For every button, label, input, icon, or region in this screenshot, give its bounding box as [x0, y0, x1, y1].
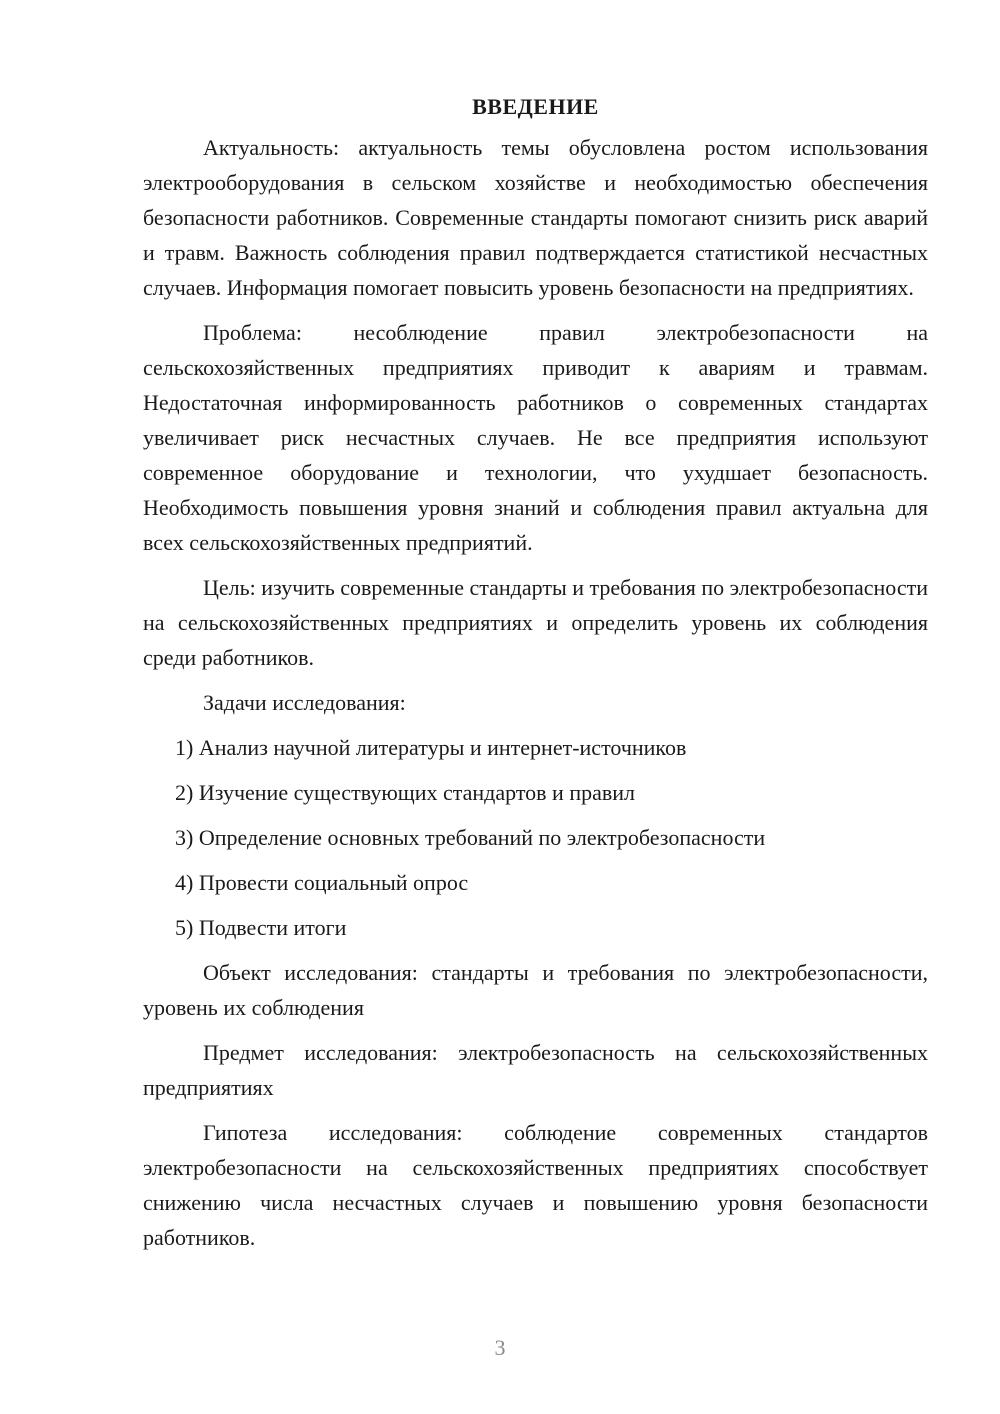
list-item: 3) Определение основных требований по электробезопасности — [175, 825, 766, 850]
list-item: 2) Изучение существующих стандартов и правил — [175, 780, 635, 805]
hypothesis-paragraph: Гипотеза исследования: соблюдение современных стандартов электробезопасности на сельскохозяйственных предприятиях способствует снижению числа несчастных случаев и повышению уровня безопасности работников. — [143, 1120, 928, 1250]
list-item: 5) Подвести итоги — [175, 915, 347, 940]
list-item: 1) Анализ научной литературы и интернет-источников — [175, 735, 687, 760]
list-item: 4) Провести социальный опрос — [175, 870, 469, 895]
object-paragraph: Объект исследования: стандарты и требования по электробезопасности, уровень их соблюдения — [143, 960, 928, 1020]
tasks-heading: Задачи исследования: — [203, 690, 406, 715]
problem-paragraph: Проблема: несоблюдение правил электробезопасности на сельскохозяйственных предприятиях приводит к авариям и травмам. Недостаточная информированность работников о современных стандартах увеличивает риск несчастных случаев. Не все предприятия используют современное оборудование и технологии, что ухудшает безопасность. Необходимость повышения уровня знаний и соблюдения правил актуальна для всех сельскохозяйственных предприятий. — [143, 320, 928, 555]
relevance-paragraph: Актуальность: актуальность темы обусловлена ростом использования электрооборудования в сельском хозяйстве и необходимостью обеспечения безопасности работников. Современные стандарты помогают снизить риск аварий и травм. Важность соблюдения правил подтверждается статистикой несчастных случаев. Информация помогает повысить уровень безопасности на предприятиях. — [143, 135, 928, 300]
page-number: 3 — [494, 1335, 506, 1360]
document-page — [143, 92, 928, 1265]
goal-paragraph: Цель: изучить современные стандарты и требования по электробезопасности на сельскохозяйственных предприятиях и определить уровень их соблюдения среди работников. — [143, 575, 928, 670]
page-title: ВВЕДЕНИЕ — [472, 94, 599, 119]
subject-paragraph: Предмет исследования: электробезопасность на сельскохозяйственных предприятиях — [143, 1040, 928, 1100]
tasks-list — [143, 730, 928, 945]
